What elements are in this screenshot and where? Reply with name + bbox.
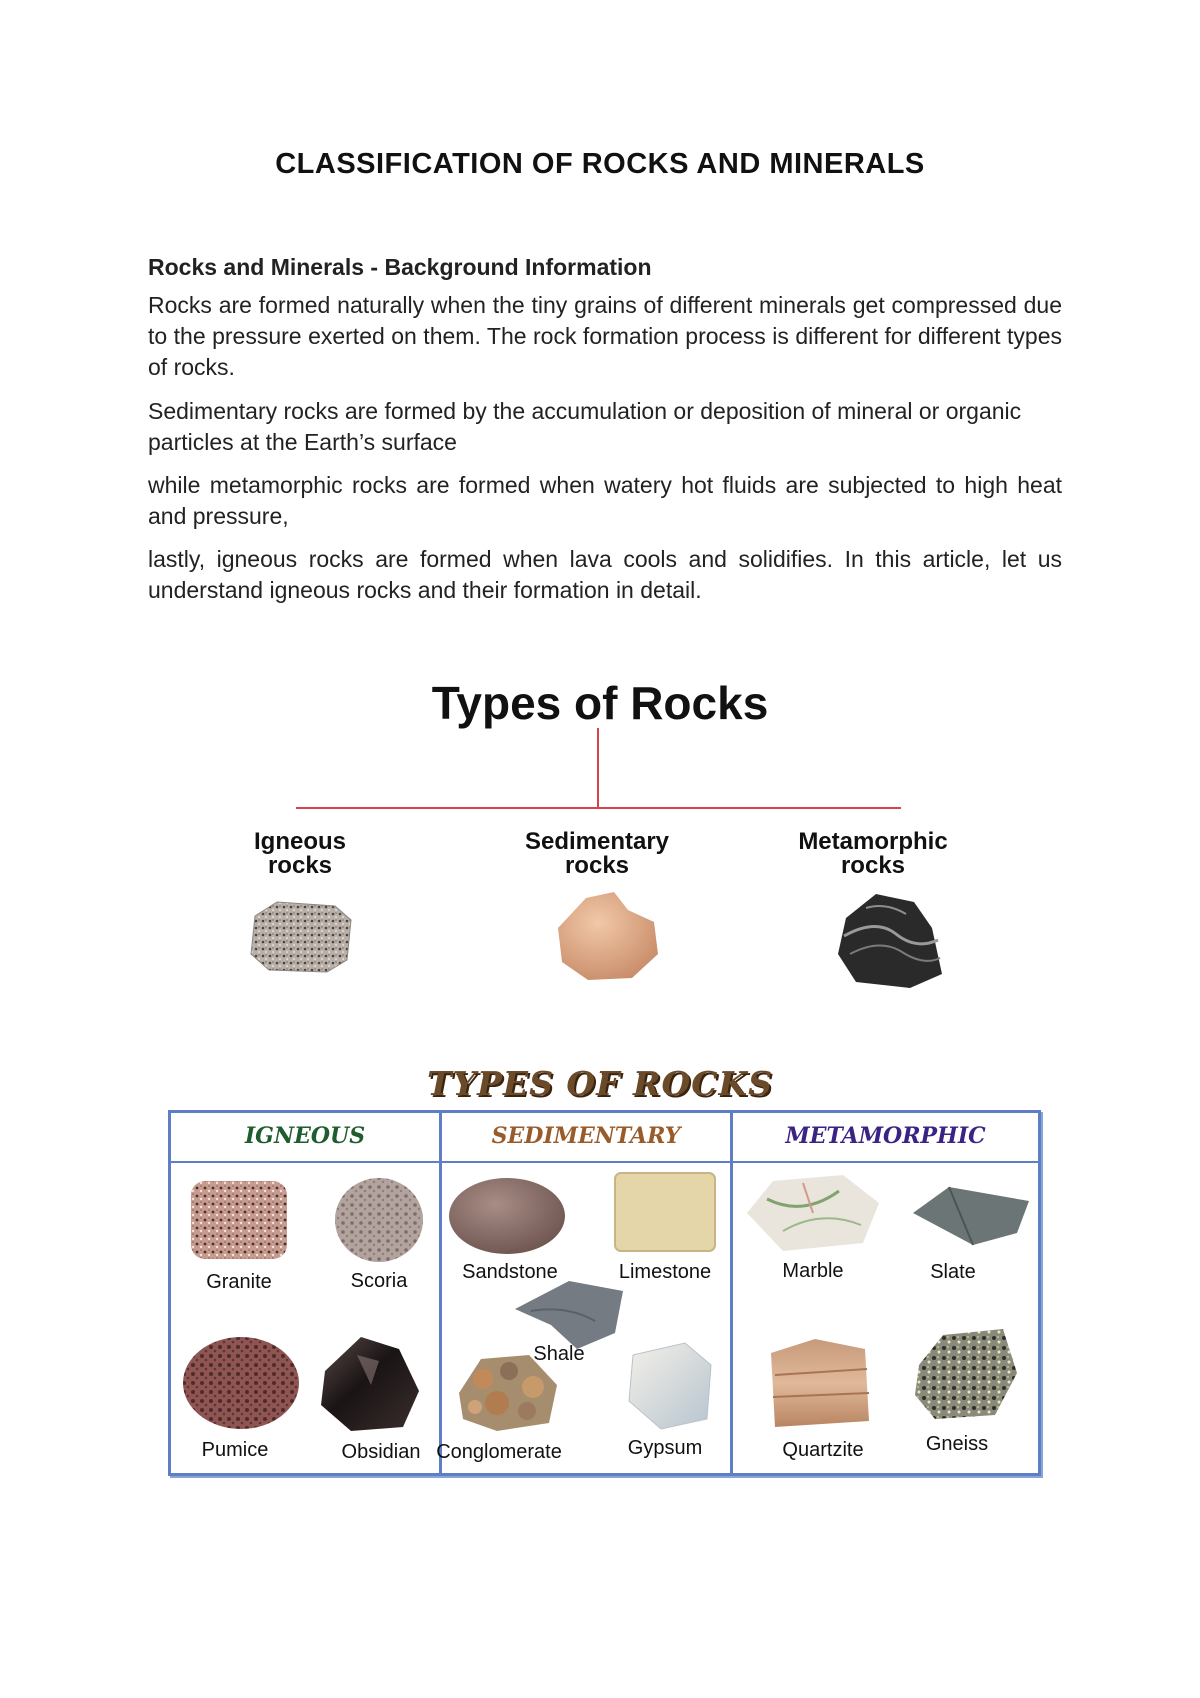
scoria-image [331, 1175, 427, 1265]
paragraph-sedimentary: Sedimentary rocks are formed by the accumulation or deposition of mineral or organic particles at the Earth’s surface [148, 398, 1022, 455]
rock-name-gypsum: Gypsum [627, 1437, 703, 1459]
gneiss-image [911, 1325, 1021, 1425]
metamorphic-rock-image [836, 888, 944, 990]
column-heading-metamorphic: METAMORPHIC [785, 1123, 986, 1149]
rock-name-slate: Slate [930, 1261, 976, 1283]
page-title: CLASSIFICATION OF ROCKS AND MINERALS [275, 148, 925, 180]
category-igneous [170, 830, 430, 878]
conglomerate-image [453, 1349, 563, 1433]
category-metamorphic [743, 830, 1003, 878]
rock-name-sandstone: Sandstone [462, 1261, 558, 1283]
rock-name-pumice: Pumice [201, 1439, 269, 1461]
rock-name-marble: Marble [782, 1260, 844, 1282]
granite-image [187, 1177, 291, 1263]
rock-name-granite: Granite [206, 1271, 272, 1293]
diagram-title: Types of Rocks [431, 677, 769, 729]
column-heading-sedimentary: SEDIMENTARY [491, 1123, 681, 1149]
rock-name-obsidian: Obsidian [341, 1441, 421, 1463]
quartzite-image [765, 1335, 875, 1433]
column-heading-igneous: IGNEOUS [244, 1123, 366, 1149]
diagram-connector [0, 720, 1200, 820]
rock-name-gneiss: Gneiss [925, 1433, 989, 1455]
paragraph-metamorphic: while metamorphic rocks are formed when watery hot fluids are subjected to high heat and pressure, [148, 472, 1062, 529]
sedimentary-rock-image [548, 888, 664, 984]
slate-image [909, 1183, 1033, 1249]
category-metamorphic-line2: rocks [840, 852, 906, 879]
table-title: TYPES OF ROCKS [426, 1064, 773, 1103]
pumice-image [181, 1335, 301, 1431]
category-sedimentary [467, 830, 727, 878]
rock-name-quartzite: Quartzite [782, 1439, 864, 1461]
rock-name-shale: Shale [533, 1343, 585, 1365]
category-igneous-line1: Igneous [253, 828, 346, 855]
section-heading: Rocks and Minerals - Background Information [148, 254, 652, 280]
category-sedimentary-line2: rocks [564, 852, 630, 879]
limestone-image [613, 1169, 717, 1255]
sandstone-image [447, 1175, 567, 1257]
table-column-divider [730, 1113, 733, 1473]
igneous-rock-image [247, 898, 357, 978]
marble-image [743, 1173, 883, 1255]
paragraph-igneous: lastly, igneous rocks are formed when lava cools and solidifies. In this article, let us understand igneous rocks and their formation in detail. [148, 546, 1062, 603]
rock-name-limestone: Limestone [618, 1261, 712, 1283]
table-header-divider [171, 1161, 1038, 1163]
rock-types-table [168, 1110, 1041, 1476]
shale-image [511, 1277, 627, 1353]
obsidian-image [317, 1331, 425, 1435]
category-metamorphic-line1: Metamorphic [798, 828, 948, 855]
paragraph-rock-formation: Rocks are formed naturally when the tiny grains of different minerals get compressed due to the pressure exerted on them. The rock formation process is different for different types of rocks. [148, 292, 1062, 380]
rock-name-scoria: Scoria [350, 1270, 408, 1292]
rock-name-conglomerate: Conglomerate [436, 1441, 562, 1463]
table-column-divider [439, 1113, 442, 1473]
category-sedimentary-line1: Sedimentary [524, 828, 670, 855]
category-igneous-line2: rocks [267, 852, 333, 879]
gypsum-image [623, 1339, 717, 1433]
